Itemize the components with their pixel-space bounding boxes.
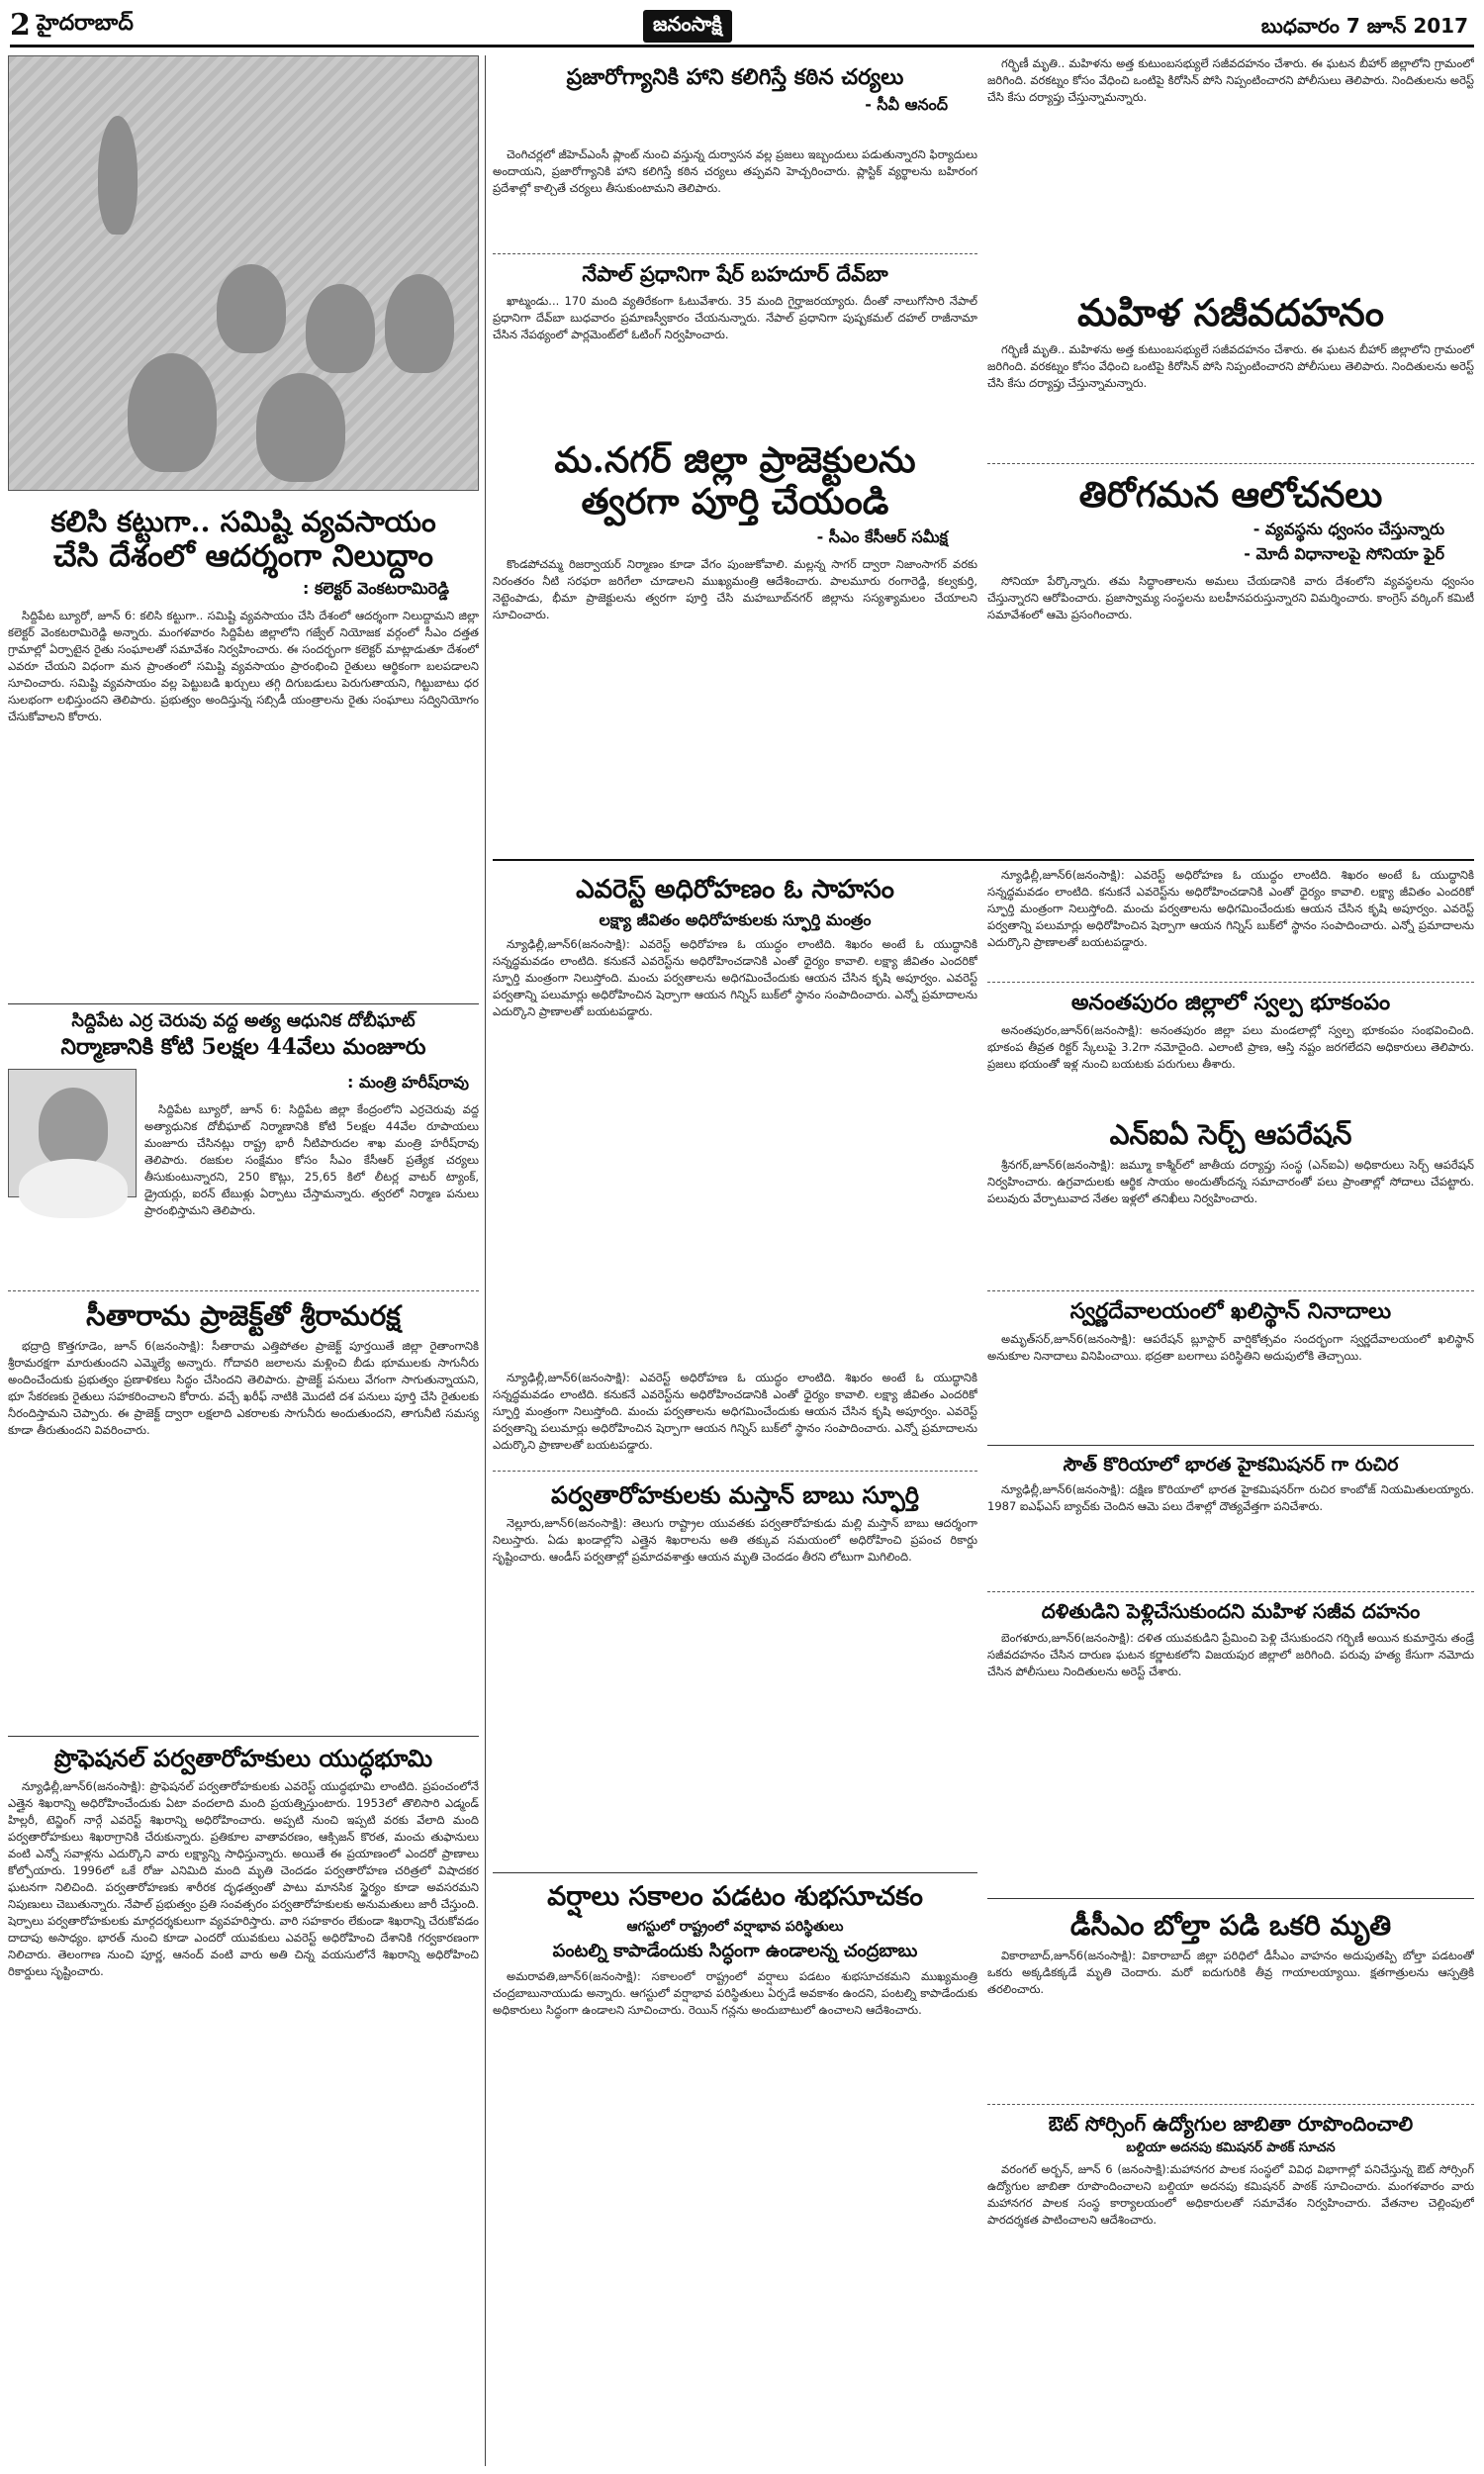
dhobighat-headline-line1: సిద్దిపేట ఎర్ర చెరువు వద్ద అత్య ఆధునిక దోబీఘాట్ (71, 1010, 416, 1031)
public-health-headline: ప్రజారోగ్యానికి హాని కలిగిస్తే కఠిన చర్యలు (566, 64, 904, 90)
woman-burned-headline: మహిళ సజీవదహనం (1077, 290, 1384, 334)
issue-date: బుధవారం 7 జూన్ 2017 (1260, 14, 1468, 38)
public-health-byline: - సీవీ ఆనంద్ (865, 94, 948, 114)
golden-temple-body: అమృత్‌సర్,జూన్6(జనంసాక్షి): ఆపరేషన్ బ్లూస్టార్ వార్షికోత్సవం సందర్భంగా స్వర్ణదేవాలయంలో ఖలిస్థాన్ అనుకూల నినాదాలు వినిపించాయి. భద్రతా బలగాలు పరిస్థితిని అదుపులోకి తెచ్చాయి. (987, 1331, 1474, 1363)
masthead (10, 6, 1474, 48)
everest-side-column (987, 867, 1474, 1104)
everest-body: న్యూఢిల్లీ,జూన్6(జనంసాక్షి): ఎవరెస్ట్ అధిరోహణ ఓ యుద్ధం లాంటిది. శిఖరం అంటే ఓ యుద్ధానికి సన్నద్ధమవడం లాంటిది. కనుకనే ఎవరెస్ట్‌ను అధిరోహించడానికి ఎంతో ధైర్యం కావాలి. లక్ష్యా జీవితం ఎందరికో స్ఫూర్తి మంత్రంగా నిలుస్తోంది. మంచు పర్వతాలను అధిగమించేందుకు ఆయన చేసిన కృషి అపూర్వం. ఎవరెస్ట్ పర్వతాన్ని పలుమార్లు అధిరోహించిన షెర్పాగా ఆయన గిన్నిస్ బుక్‌లో స్థానం సంపాదించారు. ఎన్నో ప్రమాదాలను ఎదుర్కొని ప్రాణాలతో బయటపడ్డారు. (493, 936, 977, 1018)
article-nepal-pm (493, 253, 977, 427)
regressive-body: సోనియా పేర్కొన్నారు. తమ సిద్ధాంతాలను అమలు చేయడానికి వారు దేశంలోని వ్యవస్థలను ధ్వంసం చేస్తున్నారని ఆరోపించారు. ప్రజాస్వామ్య సంస్థలను బలహీనపరుస్తున్నారని విమర్శించారు. కాంగ్రెస్ వర్కింగ్ కమిటీ సమావేశంలో ఆమె ప్రసంగించారు. (987, 574, 1474, 622)
meeting-photo (8, 55, 479, 491)
article-everest (493, 867, 977, 1362)
article-rains (493, 1872, 977, 2466)
earthquake-body: అనంతపురం,జూన్6(జనంసాక్షి): అనంతపురం జిల్లా పలు మండలాల్లో స్వల్ప భూకంపం సంభవించింది. భూకంప తీవ్రత రిక్టర్ స్కేలుపై 3.2గా నమోదైంది. ఎలాంటి ప్రాణ, ఆస్తి నష్టం జరగలేదని అధికారులు తెలిపారు. ప్రజలు భయంతో ఇళ్ల నుంచి బయటకు పరుగులు తీశారు. (987, 1022, 1474, 1071)
public-health-body-box (493, 146, 977, 245)
rains-subhead2: పంటల్ని కాపాడేందుకు సిద్ధంగా ఉండాలన్న చంద్రబాబు (552, 1941, 918, 1962)
article-nia (987, 1114, 1474, 1283)
rains-body: అమరావతి,జూన్6(జనంసాక్షి): సకాలంలో రాష్ట్రంలో వర్షాలు పడటం శుభసూచకమని ముఖ్యమంత్రి చంద్రబాబునాయుడు అన్నారు. ఆగస్టులో వర్షాభావ పరిస్థితులు ఏర్పడే అవకాశం ఉందని, పంటల్ని కాపాడేందుకు అధికారులు సిద్ధంగా ఉండాలని సూచించారు. రెయిన్ గన్లను అందుబాటులో ఉంచాలని ఆదేశించారు. (493, 1968, 977, 2017)
nepal-pm-body: ఖాట్మండు... 170 మంది వ్యతిరేకంగా ఓటువేశారు. 35 మంది గైర్హాజరయ్యారు. దీంతో నాలుగోసారి నేపాల్ ప్రధానిగా దేవ్‌బా బుధవారం ప్రమాణస్వీకారం చేయనున్నారు. నేపాల్ ప్రధానిగా పుష్పకమల్ దహల్ రాజీనామా చేసిన నేపథ్యంలో పార్లమెంట్‌లో ఓటింగ్ నిర్వహించారు. (493, 293, 977, 341)
mahabubnagar-headline-line2: త్వరగా పూర్తి చేయండి (581, 481, 889, 523)
everest-headline: ఎవరెస్ట్ అధిరోహణం ఓ సాహసం (576, 875, 894, 904)
article-sitarama (8, 1290, 479, 1726)
regressive-headline: తిరోగమన ఆలోచనలు (1078, 474, 1383, 516)
dhobighat-byline: : మంత్రి హరీష్‌రావు (347, 1073, 469, 1093)
edition-city: హైదరాబాద్ (36, 10, 134, 36)
ruchira-headline: సౌత్‌ కొరియాలో భారత హైకమిషనర్ గా రుచిర (1063, 1454, 1399, 1475)
article-ruchira (987, 1445, 1474, 1583)
nepal-pm-headline: నేపాల్ ప్రధానిగా షేర్ బహదూర్ దేవ్‌బా (582, 261, 888, 286)
article-mastan-babu (493, 1471, 977, 1866)
article-public-health (493, 55, 977, 144)
sitarama-body: భద్రాద్రి కొత్తగూడెం, జూన్ 6(జనంసాక్షి): సీతారామ ఎత్తిపోతల ప్రాజెక్ట్ పూర్తయితే జిల్లా రైతాంగానికి శ్రీరామరక్షగా మారుతుందని ఎమ్మెల్యే అన్నారు. గోదావరి జలాలను మళ్లించి బీడు భూములకు సాగునీరు అందించేందుకు ప్రభుత్వం ప్రణాళికలు సిద్ధం చేసిందని తెలిపారు. ప్రాజెక్ట్ పనులు వేగంగా సాగుతున్నాయని, భూ సేకరణకు రైతులు సహకరించాలని కోరారు. వచ్చే ఖరీఫ్ నాటికి మొదటి దశ పనులు పూర్తి చేసి రైతులకు నీరందిస్తామని చెప్పారు. ఈ ప్రాజెక్ట్ ద్వారా లక్షలాది ఎకరాలకు సాగునీరు అందుతుందని, తాగునీటి సమస్య కూడా తీరుతుందని వివరించారు. (8, 1339, 479, 1438)
outsourcing-subhead: బల్దియా అదనపు కమిషనర్ పాఠక్ సూచన (1126, 2140, 1336, 2155)
dcm-body: వికారాబాద్,జూన్6(జనంసాక్షి): వికారాబాద్ జిల్లా పరిధిలో డీసీఎం వాహనం అదుపుతప్పి బోల్తా పడటంతో ఒకరు అక్కడికక్కడే మృతి చెందారు. మరో ఐదుగురికి తీవ్ర గాయాలయ్యాయి. క్షతగాత్రులను ఆస్పత్రికి తరలించారు. (987, 1949, 1474, 1997)
mastan-headline: పర్వతారోహకులకు మస్తాన్ బాబు స్ఫూర్తి (551, 1480, 919, 1509)
everest-body-continued: న్యూఢిల్లీ,జూన్6(జనంసాక్షి): ఎవరెస్ట్ అధిరోహణ ఓ యుద్ధం లాంటిది. శిఖరం అంటే ఓ యుద్ధానికి సన్నద్ధమవడం లాంటిది. కనుకనే ఎవరెస్ట్‌ను అధిరోహించడానికి ఎంతో ధైర్యం కావాలి. లక్ష్యా జీవితం ఎందరికో స్ఫూర్తి మంత్రంగా నిలుస్తోంది. మంచు పర్వతాలను అధిగమించేందుకు ఆయన చేసిన కృషి అపూర్వం. ఎవరెస్ట్ పర్వతాన్ని పలుమార్లు అధిరోహించిన షెర్పాగా ఆయన గిన్నిస్ బుక్‌లో స్థానం సంపాదించారు. ఎన్నో ప్రమాదాలను ఎదుర్కొని ప్రాణాలతో బయటపడ్డారు. (493, 1371, 977, 1452)
article-woman-burned (987, 55, 1474, 461)
article-dhobighat (8, 1003, 479, 1281)
mahabubnagar-headline-line1: మ.నగర్ జిల్లా ప్రాజెక్టులను (554, 439, 916, 481)
everest-continued (493, 1370, 977, 1459)
article-honour-killing (987, 1591, 1474, 1888)
mastan-body: నెల్లూరు,జూన్6(జనంసాక్షి): తెలుగు రాష్ట్రాల యువతకు పర్వతారోహకుడు మల్లి మస్తాన్ బాబు ఆదర్శంగా నిలుస్తారు. ఏడు ఖండాల్లోని ఎత్తైన శిఖరాలను అతి తక్కువ సమయంలో అధిరోహించి ప్రపంచ రికార్డు సృష్టించారు. ఆండీస్ పర్వతాల్లో ప్రమాదవశాత్తు ఆయన మృతి చెందడం తీరని లోటుగా మిగిలింది. (493, 1516, 977, 1565)
sitarama-headline: సీతారామ ప్రాజెక్ట్‌తో శ్రీరామరక్ష (86, 1299, 401, 1332)
regressive-byline2: - మోదీ విధానాలపై సోనియా ఫైర్ (1244, 544, 1444, 564)
article-lead (8, 55, 479, 994)
article-regressive-thoughts (987, 463, 1474, 854)
section-rule (493, 859, 1474, 861)
woman-burned-body: గర్భిణీ మృతి.. మహిళను అత్త కుటుంబసభ్యులే సజీవదహనం చేశారు. ఈ ఘటన బీహార్ జిల్లాలోని గ్రామంలో జరిగింది. వరకట్నం కోసం వేధించి ఒంటిపై కిరోసిన్ పోసి నిప్పంటించారని పోలీసులు తెలిపారు. నిందితులను అరెస్ట్ చేసి కేసు దర్యాప్తు చేస్తున్నామన్నారు. (987, 341, 1474, 390)
lead-headline-line2: చేసి దేశంలో ఆదర్శంగా నిలుద్దాం (53, 538, 433, 575)
minister-photo (8, 1069, 137, 1197)
page-number: 2 (10, 8, 31, 43)
earthquake-headline: అనంతపురం జిల్లాలో స్వల్ప భూకంపం (1070, 990, 1391, 1015)
dhobighat-body: సిద్దిపేట బ్యూరో, జూన్ 6: సిద్దిపేట జిల్లా కేంద్రంలోని ఎర్రచెరువు వద్ద అత్యాధునిక దోబీఘాట్ నిర్మాణానికి కోటి 5లక్షల 44వేల రూపాయలు మంజూరు చేసినట్లు రాష్ట్ర భారీ నీటిపారుదల శాఖ మంత్రి హరీష్‌రావు తెలిపారు. రజకుల సంక్షేమం కోసం సీఎం కేసీఆర్ ప్రత్యేక చర్యలు తీసుకుంటున్నారని, 250 కొట్లు, 25,65 కిలో లీటర్ల వాటర్ ట్యాంక్, డ్రైయర్లు, ఐరన్ టేబుళ్లు ఏర్పాటు చేస్తామన్నారు. త్వరలో నిర్మాణ పనులు ప్రారంభిస్తామని తెలిపారు. (144, 1102, 479, 1218)
ruchira-body: న్యూఢిల్లీ,జూన్6(జనంసాక్షి): దక్షిణ కొరియాలో భారత హైకమిషనర్‌గా రుచిర కాంబోజ్ నియమితులయ్యారు. 1987 ఐఎఫ్ఎస్ బ్యాచ్‌కు చెందిన ఆమె పలు దేశాల్లో దౌత్యవేత్తగా పనిచేశారు. (987, 1482, 1474, 1514)
golden-temple-headline: స్వర్ణదేవాలయంలో ఖలిస్థాన్ నినాదాలు (1069, 1298, 1392, 1324)
nia-headline: ఎన్ఐఏ సెర్చ్ ఆపరేషన్ (1109, 1118, 1352, 1151)
honour-killing-body: బెంగళూరు,జూన్6(జనంసాక్షి): దళిత యువకుడిని ప్రేమించి పెళ్లి చేసుకుందని గర్భిణీ అయిన కుమార్తెను తండ్రే సజీవదహనం చేసిన దారుణ ఘటన కర్ణాటకలోని విజయపుర జిల్లాలో జరిగింది. పరువు హత్య కేసుగా నమోదు చేసిన పోలీసులు నిందితులను అరెస్ట్ చేశారు. (987, 1630, 1474, 1678)
rains-headline: వర్షాలు సకాలం పడటం శుభసూచకం (547, 1881, 923, 1912)
left-column (8, 55, 479, 2466)
article-mahabubnagar (493, 433, 977, 854)
column-divider (485, 55, 486, 2466)
mountaineers-body: న్యూఢిల్లీ,జూన్6(జనంసాక్షి): ప్రొఫెషనల్ పర్వతారోహకులకు ఎవరెస్ట్ యుద్ధభూమి లాంటిది. ప్రపంచంలోనే ఎత్తైన శిఖరాన్ని అధిరోహించేందుకు ఏటా వందలాది మంది ప్రయత్నిస్తుంటారు. 1953లో తొలిసారి ఎడ్మండ్ హిల్లరీ, టెన్జింగ్ నార్గే ఎవరెస్ట్ శిఖరాన్ని అధిరోహించారు. అప్పటి నుంచి ఇప్పటి వరకు వేలాది మంది పర్వతారోహకులు శిఖరాగ్రానికి చేరుకున్నారు. ప్రతికూల వాతావరణం, ఆక్సిజన్ కొరత, మంచు తుఫానులు వంటి ఎన్నో సవాళ్లను ఎదుర్కొని వారు లక్ష్యాన్ని సాధిస్తున్నారు. అయితే ఈ ప్రయాణంలో ఎందరో ప్రాణాలు కోల్పోయారు. 1996లో ఒకే రోజు ఎనిమిది మంది మృతి చెందడం పర్వతారోహణ చరిత్రలో విషాదకర ఘటనగా నిలిచింది. పర్వతారోహణకు శారీరక దృఢత్వంతో పాటు మానసిక స్థైర్యం కూడా అవసరమని నిపుణులు చెబుతున్నారు. నేపాల్ ప్రభుత్వం ప్రతి సంవత్సరం పర్వతారోహకులకు అనుమతులు జారీ చేస్తుంది. షెర్పాలు పర్వతారోహకులకు మార్గదర్శకులుగా వ్యవహరిస్తారు. వారి సహకారం లేకుండా శిఖరాన్ని చేరుకోవడం దాదాపు అసాధ్యం. భారత్ నుంచి కూడా ఎందరో యువకులు ఎవరెస్ట్ అధిరోహించి దేశానికి గర్వకారణంగా నిలిచారు. తెలంగాణ నుంచి పూర్ణ, ఆనంద్ వంటి వారు అతి చిన్న వయసులోనే శిఖరాన్ని అధిరోహించి రికార్డులు సృష్టించారు. (8, 1779, 479, 1979)
woman-burned-intro: గర్భిణీ మృతి.. మహిళను అత్త కుటుంబసభ్యులే సజీవదహనం చేశారు. ఈ ఘటన బీహార్ జిల్లాలోని గ్రామంలో జరిగింది. వరకట్నం కోసం వేధించి ఒంటిపై కిరోసిన్ పోసి నిప్పంటించారని పోలీసులు తెలిపారు. నిందితులను అరెస్ట్ చేసి కేసు దర్యాప్తు చేస్తున్నామన్నారు. (987, 56, 1474, 104)
public-health-body: చెంగిచర్లలో జీహెచ్‌ఎంసీ ప్లాంట్ నుంచి వస్తున్న దుర్వాసన వల్ల ప్రజలు ఇబ్బందులు పడుతున్నారని ఫిర్యాదులు అందాయని, ప్రజారోగ్యానికి హాని కలిగిస్తే కఠిన చర్యలు తప్పవని హెచ్చరించారు. ప్లాస్టిక్ వ్యర్థాలను బహిరంగ ప్రదేశాల్లో కాల్చితే చర్యలు తీసుకుంటామని తెలిపారు. (493, 147, 977, 195)
dcm-headline: డీసీఎం బోల్తా పడి ఒకరి మృతి (1069, 1909, 1392, 1942)
article-golden-temple (987, 1290, 1474, 1439)
outsourcing-body: వరంగల్ అర్బన్, జూన్ 6 (జనంసాక్షి):మహానగర పాలక సంస్థలో వివిధ విభాగాల్లో పనిచేస్తున్న ఔట్ సోర్సింగ్ ఉద్యోగుల జాబితా రూపొందించాలని బల్దియా అదనపు కమిషనర్ పాఠక్ సూచించారు. మంగళవారం వారు మహానగర పాలక సంస్థ కార్యాలయంలో అధికారులతో సమావేశం నిర్వహించారు. వేతనాల చెల్లింపులో పారదర్శకత పాటించాలని ఆదేశించారు. (987, 2161, 1474, 2227)
lead-headline-line1: కలిసి కట్టుగా.. సమిష్టి వ్యవసాయం (50, 505, 436, 538)
article-outsourcing (987, 2104, 1474, 2466)
honour-killing-headline: దళితుడిని పెళ్లిచేసుకుందని మహిళ సజీవ దహనం (1041, 1599, 1421, 1623)
everest-subhead: లక్ష్యా జీవితం అధిరోహకులకు స్ఫూర్తి మంత్రం (599, 909, 872, 929)
lead-body: సిద్దిపేట బ్యూరో, జూన్ 6: కలిసి కట్టుగా.. సమిష్టి వ్యవసాయం చేసి దేశంలో ఆదర్శంగా నిలుద్దామని జిల్లా కలెక్టర్ వెంకటరామిరెడ్డి అన్నారు. మంగళవారం సిద్దిపేట జిల్లాలోని గజ్వేల్ నియోజక వర్గంలో సీఎం దత్తత గ్రామాల్లో ఏర్పాటైన రైతు సంఘాలతో సమావేశం నిర్వహించారు. ఈ సందర్భంగా కలెక్టర్ మాట్లాడుతూ దేశంలో ఎవరూ చేయని విధంగా మన ప్రాంతంలో సమిష్టి వ్యవసాయం ప్రారంభించి రైతులు ఆర్థికంగా బలపడాలని సూచించారు. సమిష్టి వ్యవసాయం వల్ల పెట్టుబడి ఖర్చులు తగ్గి దిగుబడులు పెరుగుతాయని, గిట్టుబాటు ధర సులభంగా లభిస్తుందని తెలిపారు. ప్రభుత్వం అందిస్తున్న సబ్సిడీ యంత్రాలను రైతు సంఘాలు సద్వినియోగం చేసుకోవాలని కోరారు. (8, 608, 479, 723)
article-mountaineers (8, 1736, 479, 2466)
regressive-byline1: - వ్యవస్థను ధ్వంసం చేస్తున్నారు (1252, 520, 1444, 539)
right-area (493, 55, 1474, 2466)
lead-byline: : కలెక్టర్ వెంకటరామిరెడ్డి (302, 578, 449, 598)
mahabubnagar-byline: - సీఎం కేసీఆర్ సమీక్ష (816, 526, 948, 546)
mountaineers-headline: ప్రొఫెషనల్ పర్వతారోహకులు యుద్ధభూమి (53, 1744, 433, 1772)
everest-side-body: న్యూఢిల్లీ,జూన్6(జనంసాక్షి): ఎవరెస్ట్ అధిరోహణ ఓ యుద్ధం లాంటిది. శిఖరం అంటే ఓ యుద్ధానికి సన్నద్ధమవడం లాంటిది. కనుకనే ఎవరెస్ట్‌ను అధిరోహించడానికి ఎంతో ధైర్యం కావాలి. లక్ష్యా జీవితం ఎందరికో స్ఫూర్తి మంత్రంగా నిలుస్తోంది. మంచు పర్వతాలను అధిగమించేందుకు ఆయన చేసిన కృషి అపూర్వం. ఎవరెస్ట్ పర్వతాన్ని పలుమార్లు అధిరోహించిన షెర్పాగా ఆయన గిన్నిస్ బుక్‌లో స్థానం సంపాదించారు. ఎన్నో ప్రమాదాలను ఎదుర్కొని ప్రాణాలతో బయటపడ్డారు. (987, 868, 1474, 949)
mahabubnagar-body: కొండపోచమ్మ రిజర్వాయర్ నిర్మాణం కూడా వేగం పుంజుకోవాలి. మల్లన్న సాగర్ ద్వారా నిజాంసాగర్ వరకు నిరంతరం నీటి సరఫరా జరిగేలా చూడాలని ముఖ్యమంత్రి ఆదేశించారు. పాలమూరు రంగారెడ్డి, కల్వకుర్తి, నెట్టెంపాడు, భీమా ప్రాజెక్టులను త్వరగా పూర్తి చేసి మహబూబ్‌నగర్ జిల్లాను సస్యశ్యామలం చేయాలని సూచించారు. (493, 556, 977, 621)
outsourcing-headline: ఔట్ సోర్సింగ్ ఉద్యోగుల జాబితా రూపొందించాలి (1048, 2112, 1414, 2136)
paper-logo: జనంసాక్షి (643, 10, 732, 43)
nia-body: శ్రీనగర్,జూన్6(జనంసాక్షి): జమ్మూ కాశ్మీర్‌లో జాతీయ దర్యాప్తు సంస్థ (ఎన్ఐఏ) అధికారులు సెర్చ్ ఆపరేషన్ నిర్వహించారు. ఉగ్రవాదులకు ఆర్థిక సాయం అందుతోందన్న సమాచారంతో పలు ప్రాంతాల్లో సోదాలు చేపట్టారు. పలువురు వేర్పాటువాద నేతల ఇళ్లలో తనిఖీలు నిర్వహించారు. (987, 1158, 1474, 1206)
article-dcm-accident (987, 1898, 1474, 2096)
dhobighat-headline-line2: నిర్మాణానికి కోటి 5లక్షల 44వేలు మంజూరు (60, 1034, 426, 1061)
rains-subhead: ఆగస్టులో రాష్ట్రంలో వర్షాభావ పరిస్థితులు (626, 1918, 844, 1935)
